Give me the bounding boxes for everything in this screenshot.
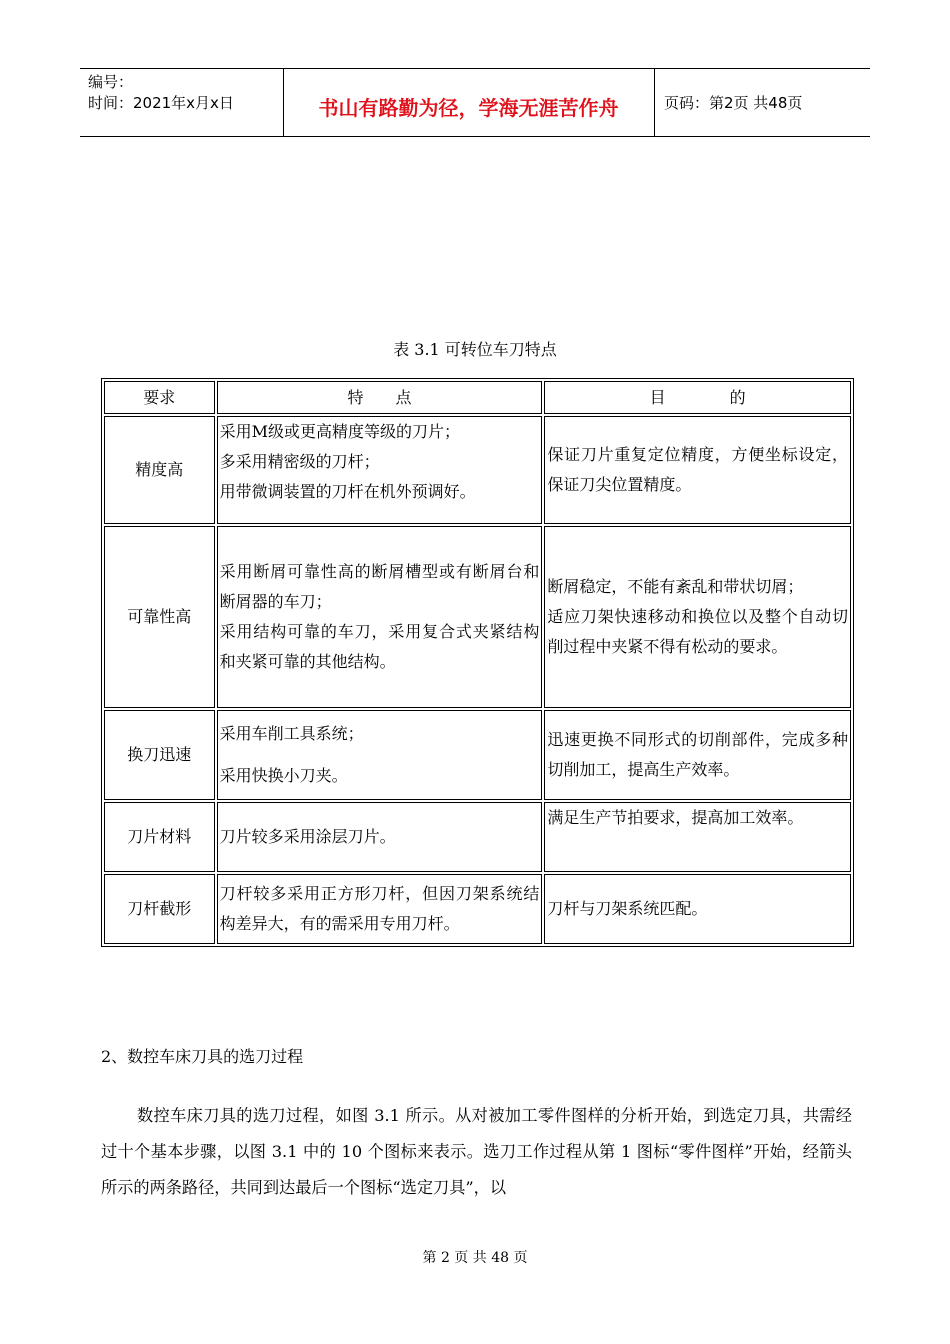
features-cell bbox=[217, 416, 543, 524]
purpose-text: 断屑稳定，不能有紊乱和带状切屑； bbox=[547, 577, 804, 596]
column-header-purpose: 目 的 bbox=[544, 381, 851, 414]
feature-line: 采用M级或更高精度等级的刀片； bbox=[219, 422, 460, 441]
feature-line: 采用快换小刀夹。 bbox=[219, 766, 348, 785]
feature-line: 刀片较多采用涂层刀片。 bbox=[219, 827, 396, 846]
purpose-text: 满足生产节拍要求，提高加工效率。 bbox=[547, 808, 804, 827]
purpose-cell bbox=[544, 710, 851, 800]
feature-line: 刀杆较多采用正方形刀杆，但因刀架系统结构差异大，有的需采用专用刀杆。 bbox=[219, 884, 540, 933]
header-bottom-rule bbox=[80, 136, 870, 137]
header-top-rule bbox=[80, 68, 870, 69]
features-cell bbox=[217, 526, 543, 708]
purpose-text: 适应刀架快速移动和换位以及整个自动切削过程中夹紧不得有松动的要求。 bbox=[547, 607, 848, 656]
column-header-requirement: 要求 bbox=[104, 381, 215, 414]
purpose-cell bbox=[544, 802, 851, 872]
header-motto: 书山有路勤为径，学海无涯苦作舟 bbox=[318, 96, 619, 120]
features-cell bbox=[217, 802, 543, 872]
feature-line: 采用结构可靠的车刀，采用复合式夹紧结构和夹紧可靠的其他结构。 bbox=[219, 622, 540, 671]
table-row bbox=[104, 874, 851, 944]
table-row bbox=[104, 416, 851, 524]
table-caption: 表 3.1 可转位车刀特点 bbox=[393, 340, 557, 359]
feature-line: 采用断屑可靠性高的断屑槽型或有断屑台和断屑器的车刀； bbox=[219, 562, 540, 611]
header-meta bbox=[88, 72, 234, 114]
table-header-row bbox=[104, 381, 851, 414]
header-divider-right bbox=[654, 68, 655, 136]
requirement-cell: 可靠性高 bbox=[104, 526, 215, 708]
table-row bbox=[104, 526, 851, 708]
features-cell bbox=[217, 710, 543, 800]
requirement-cell: 换刀迅速 bbox=[104, 710, 215, 800]
tool-features-table bbox=[101, 378, 854, 947]
body-paragraph: 数控车床刀具的选刀过程，如图 3.1 所示。从对被加工零件图样的分析开始，到选定刀具，共需经过十个基本步骤，以图 3.1 中的 10 个图标来表示。选刀工作过程从第 1 图标“零件图样”开始，经箭头所示的两条路径，共同到达最后一个图标“选定刀具”，以 bbox=[101, 1106, 852, 1197]
table-row bbox=[104, 802, 851, 872]
column-header-features: 特 点 bbox=[217, 381, 543, 414]
purpose-text: 保证刀片重复定位精度，方便坐标设定，保证刀尖位置精度。 bbox=[547, 445, 848, 494]
page-footer: 第 2 页 共 48 页 bbox=[422, 1250, 528, 1266]
purpose-cell bbox=[544, 416, 851, 524]
requirement-cell: 精度高 bbox=[104, 416, 215, 524]
table-row bbox=[104, 710, 851, 800]
header-page-info: 页码：第2页 共48页 bbox=[664, 94, 803, 112]
features-cell bbox=[217, 874, 543, 944]
purpose-text: 刀杆与刀架系统匹配。 bbox=[547, 899, 708, 918]
purpose-text: 迅速更换不同形式的切削部件，完成多种切削加工，提高生产效率。 bbox=[547, 730, 848, 779]
requirement-cell: 刀杆截形 bbox=[104, 874, 215, 944]
feature-line: 多采用精密级的刀杆； bbox=[219, 452, 380, 471]
requirement-cell: 刀片材料 bbox=[104, 802, 215, 872]
section-title: 2、数控车床刀具的选刀过程 bbox=[101, 1047, 304, 1066]
feature-line: 用带微调装置的刀杆在机外预调好。 bbox=[219, 482, 476, 501]
header-number: 编号： bbox=[88, 73, 134, 91]
purpose-cell bbox=[544, 526, 851, 708]
purpose-cell bbox=[544, 874, 851, 944]
feature-line: 采用车削工具系统； bbox=[219, 724, 364, 743]
header-date: 时间：2021年x月x日 bbox=[88, 94, 234, 112]
